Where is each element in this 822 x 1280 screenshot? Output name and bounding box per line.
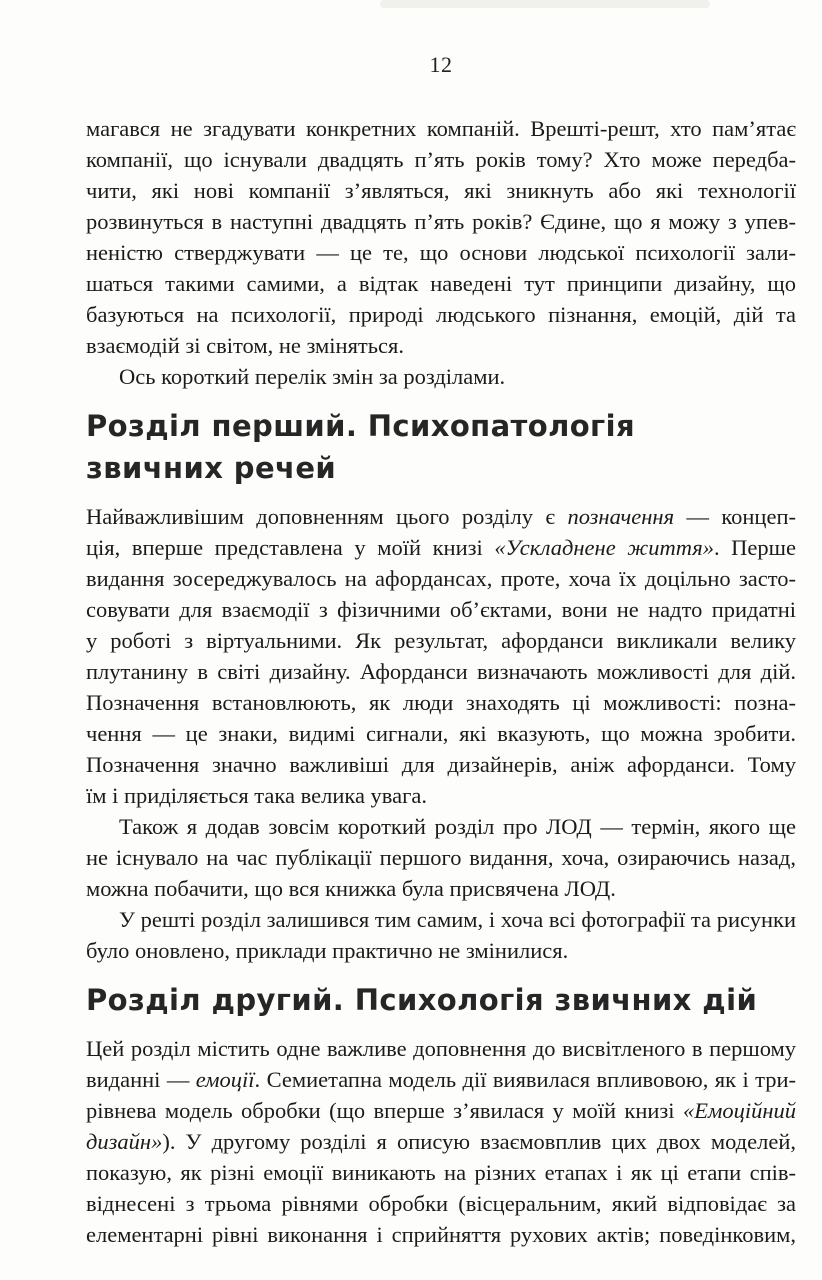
body-text-run: базуються на психології, природі людського пізнання, емоцій, дій та <box>86 302 796 327</box>
text-line <box>86 904 796 935</box>
body-text-run: — концеп- <box>674 504 796 529</box>
body-text-run: магався не згадувати конкретних компаній. Врешті-решт, хто пам’ятає <box>86 116 796 141</box>
text-line <box>86 1095 796 1126</box>
paragraph <box>86 811 796 904</box>
paragraph <box>86 1033 796 1250</box>
body-text-run: Також я додав зовсім короткий розділ про ЛОД — термін, якого ще <box>119 814 796 839</box>
text-line <box>86 299 796 330</box>
paragraph <box>86 361 796 392</box>
text-line <box>86 842 796 873</box>
text-line <box>86 144 796 175</box>
body-text-run: шаться такими самими, а відтак наведені тут принципи дизайну, що <box>86 271 796 296</box>
body-text-run: компанії, що існували двадцять п’ять років тому? Хто може передба- <box>86 147 796 172</box>
paragraph <box>86 904 796 966</box>
text-line <box>86 811 796 842</box>
text-line <box>86 749 796 780</box>
text-line <box>86 1157 796 1188</box>
body-text-run: елементарні рівні виконання і сприйняття рухових актів; поведінковим, <box>86 1222 796 1247</box>
text-line <box>86 330 796 361</box>
scan-artifact <box>380 0 710 8</box>
body-text-run: Цей розділ містить одне важливе доповнення до висвітленого в першому <box>86 1036 796 1061</box>
body-text-run: розвинуться в наступні двадцять п’ять років? Єдине, що я можу з упев- <box>86 209 796 234</box>
body-text-run: У решті розділ залишився тим самим, і хоча всі фотографії та рисунки <box>119 907 796 932</box>
text-line <box>86 1188 796 1219</box>
body-text-run: рівнева модель обробки (що вперше з’явилася у моїй книзі <box>86 1098 683 1123</box>
emphasis-text: дизайн» <box>86 1129 163 1154</box>
body-text-run: . Перше <box>713 535 796 560</box>
body-text-run: Ось короткий перелік змін за розділами. <box>119 364 506 389</box>
body-text-run: чити, які нові компанії з’являться, які зникнуть або які технології <box>86 178 796 203</box>
text-line <box>86 718 796 749</box>
emphasis-text: емоції <box>195 1067 255 1092</box>
body-text-run: їм і приділяється така велика увага. <box>86 783 427 808</box>
section-heading <box>86 979 796 1021</box>
body-text-run: віднесені з трьома рівнями обробки (вісцеральним, який відповідає за <box>86 1191 796 1216</box>
text-line <box>86 563 796 594</box>
text-line <box>86 268 796 299</box>
body-text-run: показую, як різні емоції виникають на різних етапах і як ці етапи спів- <box>86 1160 796 1185</box>
emphasis-text: «Емоційний <box>682 1098 796 1123</box>
text-line <box>86 237 796 268</box>
text-line <box>86 1126 796 1157</box>
paragraph <box>86 501 796 811</box>
emphasis-text: позначення <box>567 504 675 529</box>
text-line <box>86 935 796 966</box>
text-line <box>86 873 796 904</box>
paragraph <box>86 113 796 361</box>
page-number: 12 <box>429 52 453 77</box>
emphasis-text: «Ускладнене життя» <box>494 535 714 560</box>
section-heading <box>86 405 796 489</box>
body-text-run: ). У другому розділі я описую взаємовплив цих двох моделей, <box>162 1129 796 1154</box>
text-line <box>86 361 796 392</box>
text-line <box>86 625 796 656</box>
text-line <box>86 532 796 563</box>
text-line <box>86 594 796 625</box>
body-text-run: було оновлено, приклади практично не змінилися. <box>86 938 569 963</box>
body-text-run: у роботі з віртуальними. Як результат, афорданси викликали велику <box>86 628 796 653</box>
body-text-run: плутанину в світі дизайну. Афорданси визначають можливості для дій. <box>86 659 796 684</box>
text-line <box>86 687 796 718</box>
heading-line: Розділ перший. Психопатологія <box>86 409 635 443</box>
body-text-run: ція, вперше представлена у моїй книзі <box>86 535 495 560</box>
text-line <box>86 501 796 532</box>
body-text-run: Позначення значно важливіші для дизайнерів, аніж афорданси. Тому <box>86 752 796 777</box>
text-line <box>86 206 796 237</box>
body-text-run: видання зосереджувалось на афордансах, проте, хоча їх доцільно засто- <box>86 566 796 591</box>
heading-line: звичних речей <box>86 451 337 485</box>
body-text-run: чення — це знаки, видимі сигнали, які вказують, що можна зробити. <box>86 721 796 746</box>
text-line <box>86 113 796 144</box>
body-text-run: не існувало на час публікації першого видання, хоча, озираючись назад, <box>86 845 796 870</box>
text-line <box>86 1219 796 1250</box>
text-line <box>86 1033 796 1064</box>
body-text-run: Найважливішим доповненням цього розділу є <box>86 504 568 529</box>
body-text-run: Позначення встановлюють, як люди знаходять ці можливості: позна- <box>86 690 796 715</box>
body-text-run: можна побачити, що вся книжка була присвячена ЛОД. <box>86 876 616 901</box>
body-text-run: взаємодій зі світом, не зміняться. <box>86 333 404 358</box>
body-text-run: . Семиетапна модель дії виявилася впливовою, як і три- <box>254 1067 796 1092</box>
body-text <box>86 113 796 1250</box>
body-text-run: совувати для взаємодії з фізичними об’єктами, вони не надто придатні <box>86 597 796 622</box>
body-text-run: виданні — <box>86 1067 196 1092</box>
text-line <box>86 1064 796 1095</box>
text-line <box>86 656 796 687</box>
text-line <box>86 175 796 206</box>
text-line <box>86 780 796 811</box>
body-text-run: неністю стверджувати — це те, що основи людської психології зали- <box>86 240 796 265</box>
heading-line: Розділ другий. Психологія звичних дій <box>86 983 758 1017</box>
